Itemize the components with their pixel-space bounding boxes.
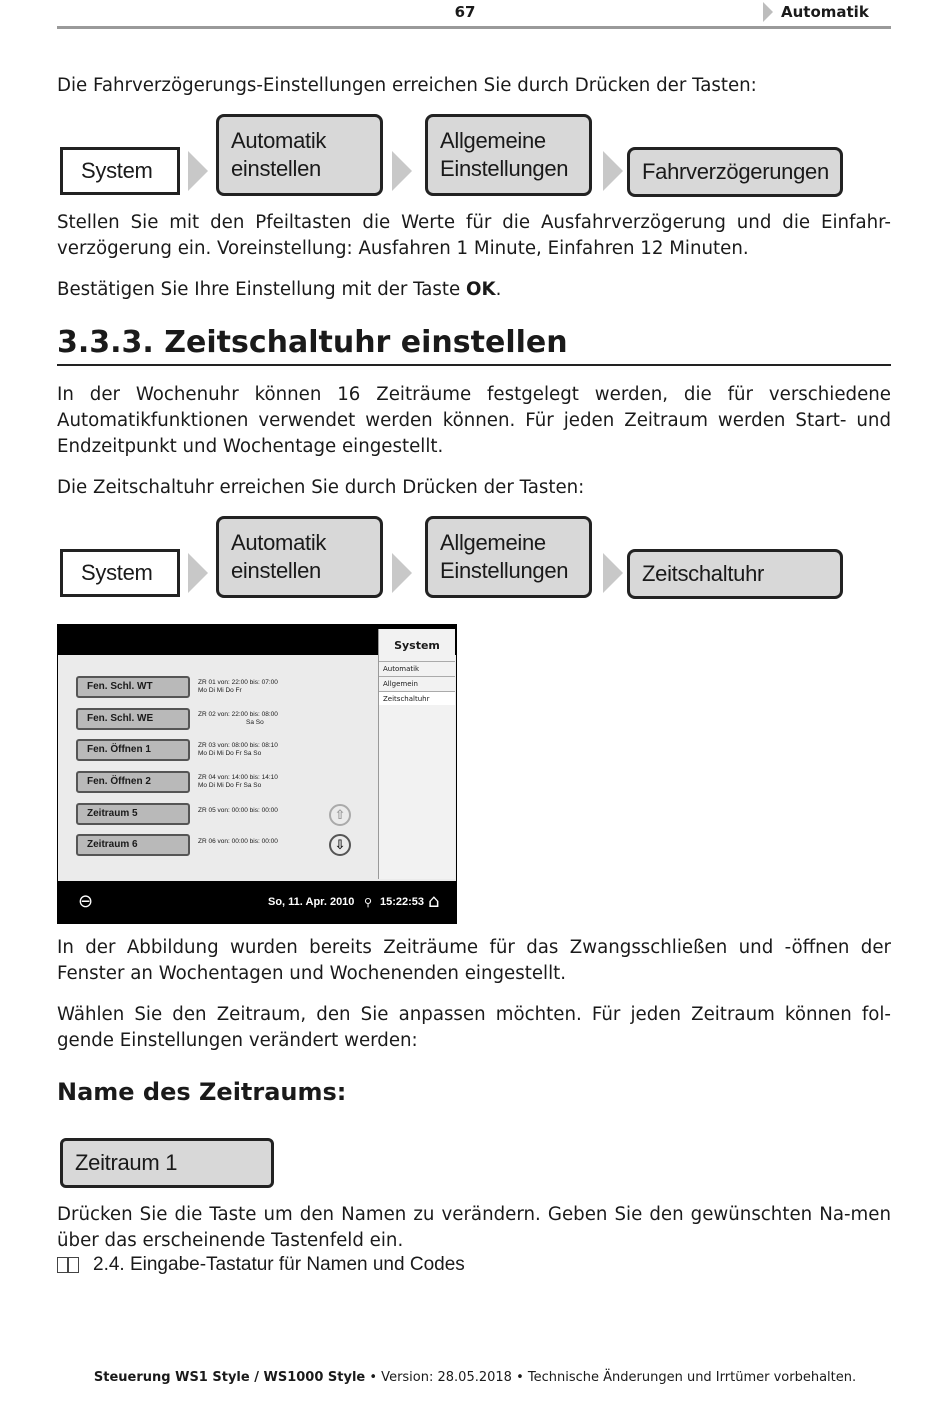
reference	[57, 1254, 465, 1276]
key-system: System	[60, 549, 180, 597]
timer-info-line: ZR 06 von: 00:00 bis: 00:00	[198, 838, 278, 845]
para-confirm	[57, 277, 891, 303]
home-icon[interactable]: ⌂	[428, 891, 440, 912]
timer-button-1[interactable]: Fen. Schl. WT	[76, 676, 190, 698]
screen-date: So, 11. Apr. 2010	[268, 896, 355, 908]
section-header	[763, 2, 869, 22]
ok-key-label: OK	[466, 279, 496, 300]
timer-info-3	[198, 742, 328, 758]
key-system: System	[60, 147, 180, 195]
timer-button-4[interactable]: Fen. Öffnen 2	[76, 771, 190, 793]
footer-product: Steuerung WS1 Style / WS1000 Style	[93, 1370, 366, 1385]
timer-days: Mo Di Mi Do Fr	[198, 687, 242, 694]
timer-days: Mo Di Mi Do Fr Sa So	[198, 750, 262, 757]
key-fahrverzoegerungen: Fahrverzögerungen	[627, 147, 843, 197]
key-allgemeine-einstellungen: Allgemeine Einstellungen	[425, 516, 592, 598]
side-menu	[378, 629, 455, 879]
section-title: Automatik	[781, 3, 869, 21]
arrow-right-icon	[603, 553, 623, 593]
timer-info-line: ZR 05 von: 00:00 bis: 00:00	[198, 807, 278, 814]
confirm-text: Bestätigen Sie Ihre Einstellung mit der Taste	[57, 279, 467, 300]
page-number: 67	[454, 3, 476, 21]
para-figure: In der Abbildung wurden bereits Zeiträume für das Zwangsschließen und -öffnen der Fenster an Wochentagen und Wochenenden eingestellt.	[57, 937, 891, 984]
arrow-right-icon	[392, 553, 412, 593]
timer-info-1	[198, 679, 328, 695]
side-item-allgemein[interactable]: Allgemein	[379, 676, 455, 690]
footer-version: • Version: 28.05.2018 • Technische Änderungen und Irrtümer vorbehalten.	[365, 1370, 857, 1385]
timer-info-5	[198, 807, 328, 815]
page-footer	[0, 1370, 950, 1385]
chevron-right-icon	[763, 2, 773, 22]
para-weekly-timer: In der Wochenuhr können 16 Zeiträume festgelegt werden, die für verschiedene Automatikfunktionen verwendet werden können. Für jeden Zeitraum werden Start- und Endzeitpunkt und Wochentage eingestellt.	[57, 384, 891, 457]
key-automatik-einstellen: Automatik einstellen	[216, 114, 383, 196]
reference-text: 2.4. Eingabe-Tastatur für Namen und Codes	[93, 1254, 465, 1275]
timer-info-line: ZR 03 von: 08:00 bis: 08:10	[198, 742, 278, 749]
timer-info-4	[198, 774, 328, 790]
back-icon[interactable]: ⊖	[78, 891, 94, 912]
timer-button-5[interactable]: Zeitraum 5	[76, 803, 190, 825]
device-screenshot	[57, 624, 457, 924]
timer-button-6[interactable]: Zeitraum 6	[76, 834, 190, 856]
timer-days: Mo Di Mi Do Fr Sa So	[198, 782, 262, 789]
intro-text: Die Fahrverzögerungs-Einstellungen erreichen Sie durch Drücken der Tasten:	[57, 75, 757, 96]
timer-button-2[interactable]: Fen. Schl. WE	[76, 708, 190, 730]
connection-icon: ⚲	[364, 896, 373, 909]
scroll-up-icon[interactable]: ⇧	[329, 804, 351, 826]
timer-button-3[interactable]: Fen. Öffnen 1	[76, 739, 190, 761]
screen-footer	[58, 883, 456, 923]
para-name: Drücken Sie die Taste um den Namen zu verändern. Geben Sie den gewünschten Na-men über das erscheinende Tastenfeld ein.	[57, 1204, 891, 1251]
subheading: Name des Zeitraums:	[57, 1078, 347, 1106]
confirm-end: .	[495, 279, 502, 300]
timer-info-2	[198, 711, 328, 727]
timer-info-line: ZR 04 von: 14:00 bis: 14:10	[198, 774, 278, 781]
arrow-right-icon	[188, 151, 208, 191]
side-item-automatik[interactable]: Automatik	[379, 661, 455, 675]
side-item-zeitschaltuhr[interactable]: Zeitschaltuhr	[379, 691, 455, 705]
arrow-right-icon	[188, 553, 208, 593]
timer-info-line: ZR 02 von: 22:00 bis: 08:00	[198, 711, 278, 718]
key-zeitraum-1: Zeitraum 1	[60, 1138, 274, 1188]
arrow-right-icon	[392, 151, 412, 191]
book-icon	[57, 1257, 79, 1273]
arrow-right-icon	[603, 151, 623, 191]
key-zeitschaltuhr: Zeitschaltuhr	[627, 549, 843, 599]
para-choose: Wählen Sie den Zeitraum, den Sie anpassen möchten. Für jeden Zeitraum können fol-gende Einstellungen verändert werden:	[57, 1004, 891, 1051]
key-allgemeine-einstellungen: Allgemeine Einstellungen	[425, 114, 592, 196]
scroll-down-icon[interactable]: ⇩	[329, 834, 351, 856]
header-rule	[57, 26, 891, 29]
screen-time: 15:22:53	[380, 896, 425, 908]
timer-days: Sa So	[246, 719, 264, 726]
side-menu-title: System	[394, 639, 440, 652]
section-heading: 3.3.3. Zeitschaltuhr einstellen	[57, 325, 891, 366]
para-arrow-keys: Stellen Sie mit den Pfeiltasten die Werte für die Ausfahrverzögerung und die Einfahr-verzögerung ein. Voreinstellung: Ausfahren 1 Minute, Einfahren 12 Minuten.	[57, 212, 891, 259]
timer-info-6	[198, 838, 328, 846]
para-reach-timer: Die Zeitschaltuhr erreichen Sie durch Drücken der Tasten:	[57, 477, 585, 498]
key-automatik-einstellen: Automatik einstellen	[216, 516, 383, 598]
timer-info-line: ZR 01 von: 22:00 bis: 07:00	[198, 679, 278, 686]
